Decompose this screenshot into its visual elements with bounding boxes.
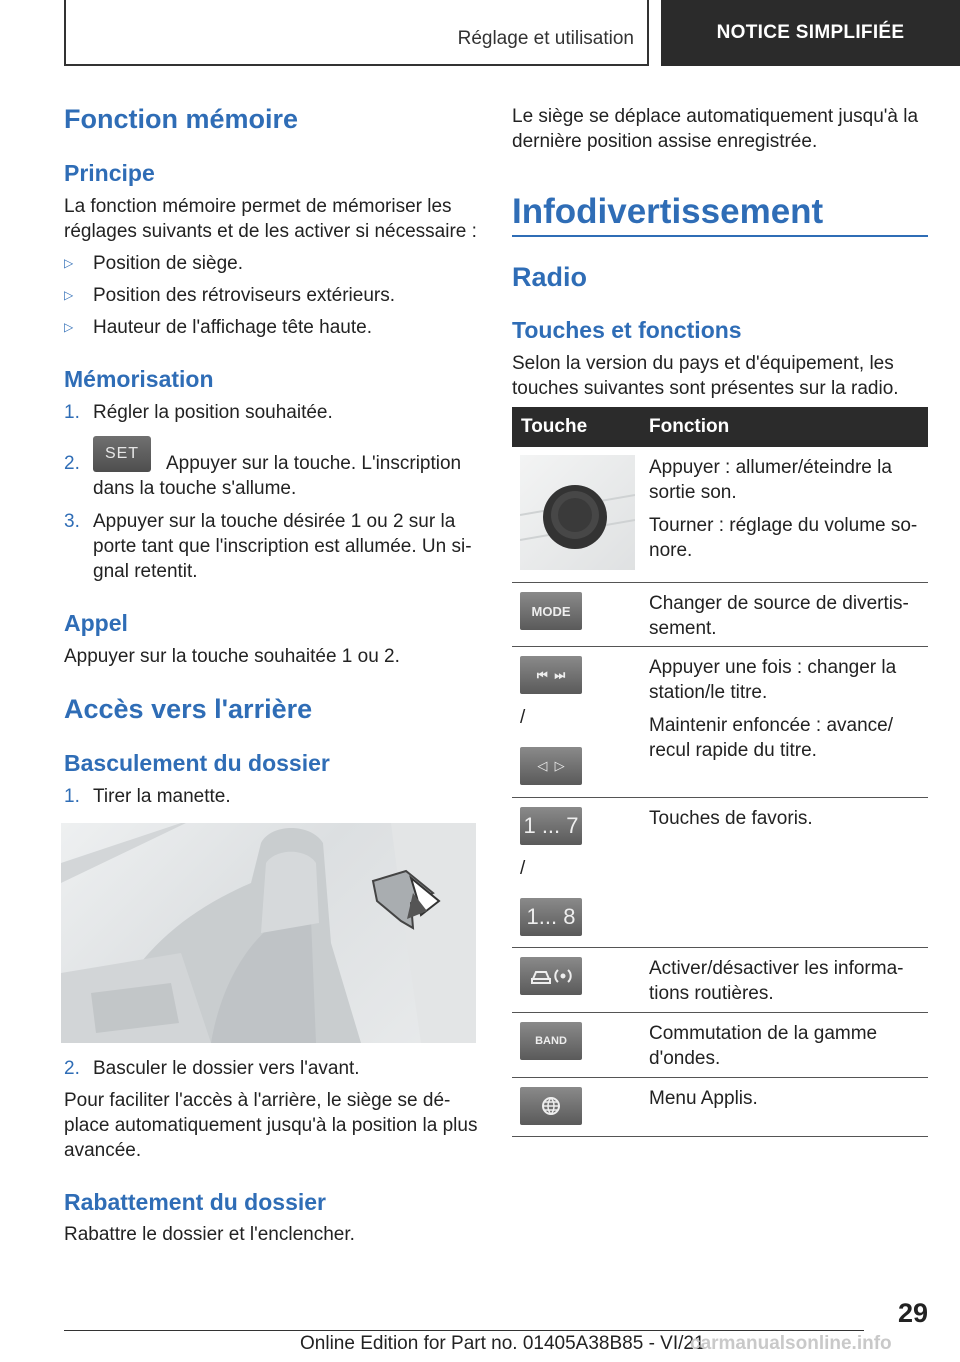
appel-text: Appuyer sur la touche souhaitée 1 ou 2. [64,646,400,667]
section-title: Réglage et utilisation [457,28,634,49]
page-number: 29 [897,1298,928,1328]
chapter-tab[interactable]: NOTICE SIMPLIFIÉE [661,0,960,66]
basculement-note: Pour faciliter l'accès à l'arrière, le siège se dé‐place automatiquement jusqu'à la position la plus avancée. [64,1090,478,1161]
table-row: Activer/désactiver les informa‐tions routières. [512,948,928,1013]
band-key-icon: BAND [520,1022,582,1060]
table-header [512,407,928,447]
heading-principe: Principe [64,160,155,186]
watermark: carmanualsonline.info [690,1333,892,1354]
table-row: MODE Changer de source de divertis‐sement. [512,583,928,647]
table-row: ⏮ ⏭ / ◁ ▷ Appuyer une fois : changer la station/le titre. Maintenir enfoncée : avance/ recul rapide du titre. [512,647,928,798]
heading-memorisation: Mémorisation [64,366,214,392]
table-row: Appuyer : allumer/éteindre la sortie son. Tourner : réglage du volume so‐nore. [512,447,928,583]
table-row: Menu Applis. [512,1078,928,1137]
table-row: BAND Commutation de la gamme d'ondes. [512,1013,928,1078]
heading-acces-arriere: Accès vers l'arrière [64,694,313,724]
bullet-triangle-icon: ▷ [64,288,74,302]
title-rule [512,235,928,237]
footer-edition: Online Edition for Part no. 01405A38B85 - VI/21 [300,1333,705,1354]
principe-intro: La fonction mémoire permet de mémoriser les réglages suivants et de les activer si nécessaire : [64,196,477,242]
skip-track-keys-icon: ⏮ ⏭ [520,656,582,694]
heading-radio: Radio [512,262,588,292]
seat-lever-photo [61,823,476,1043]
bullet-triangle-icon: ▷ [64,320,74,334]
heading-basculement: Basculement du dossier [64,750,330,776]
mode-key-icon: MODE [520,592,582,630]
col-touche: Touche [521,416,588,437]
heading-rabattement: Rabattement du dossier [64,1189,326,1215]
bullet-triangle-icon: ▷ [64,256,74,270]
footer-rule [64,1330,864,1331]
heading-appel: Appel [64,610,128,636]
heading-infodivertissement: Infodivertissement [512,192,824,231]
table-row: 1 ... 7 / 1... 8 Touches de favoris. [512,798,928,948]
continued-text: Le siège se déplace automatiquement jusqu'à la dernière position assise enregistrée. [512,106,919,152]
rabattement-text: Rabattre le dossier et l'enclencher. [64,1224,355,1245]
heading-fonction-memoire: Fonction mémoire [64,104,299,134]
touches-intro: Selon la version du pays et d'équipement, les touches suivantes sont présentes sur la radio. [512,353,899,399]
favorites-8-keys-icon: 1... 8 [520,898,582,936]
set-button-icon: SET [93,436,151,472]
apps-globe-icon [520,1087,582,1125]
volume-knob-icon [520,455,635,570]
step-2-text: Appuyer sur la touche. L'inscription dans la touche s'allume. [93,453,462,499]
col-fonction: Fonction [649,416,730,437]
arrow-keys-icon: ◁ ▷ [520,747,582,785]
heading-touches-fonctions: Touches et fonctions [512,317,742,343]
traffic-info-icon [520,957,582,995]
favorites-7-keys-icon: 1 ... 7 [520,807,582,845]
